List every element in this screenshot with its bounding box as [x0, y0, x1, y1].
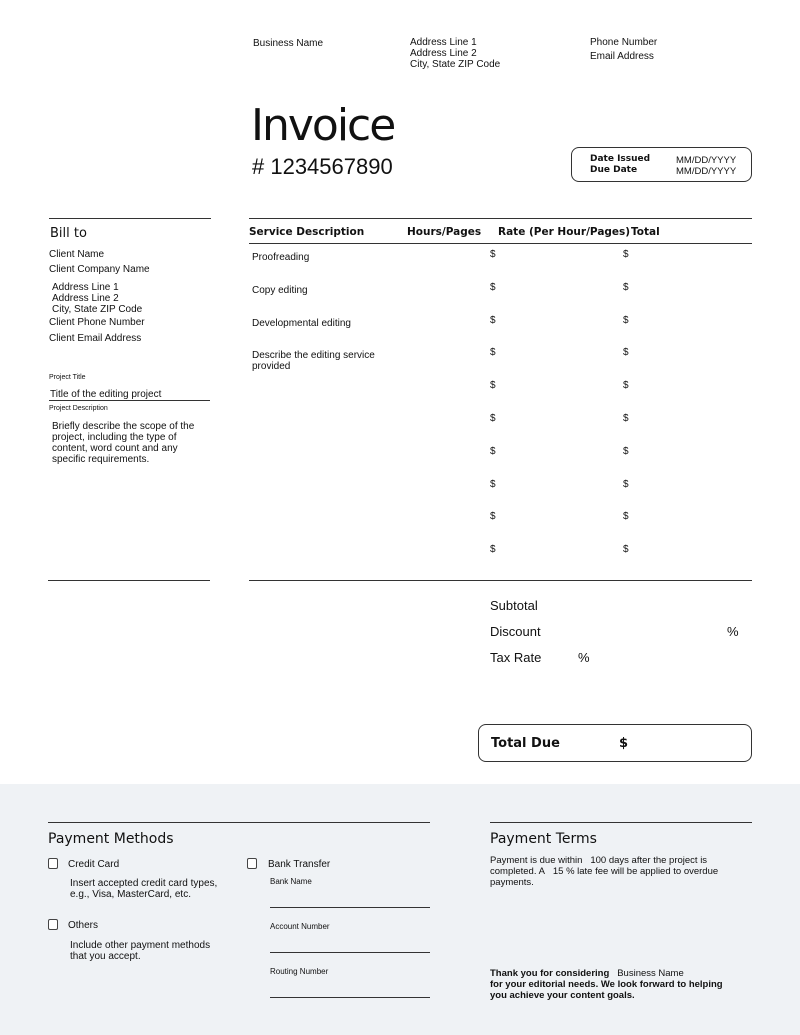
project-title-label: Project Title: [49, 374, 86, 381]
terms-fee[interactable]: 15: [552, 866, 564, 877]
address-line: Address Line 1: [52, 282, 119, 293]
total-value[interactable]: $: [623, 249, 629, 260]
total-value[interactable]: $: [623, 478, 629, 490]
bank-transfer-label: Bank Transfer: [268, 859, 331, 870]
discount-label: Discount: [490, 624, 541, 639]
total-value[interactable]: $: [623, 544, 629, 556]
bank-name-label: Bank Name: [270, 877, 312, 886]
date-issued-value[interactable]: MM/DD/YYYY: [676, 155, 737, 166]
tax-rate-label: Tax Rate: [490, 650, 542, 665]
client-phone[interactable]: Client Phone Number: [49, 317, 145, 328]
address-line: City, State ZIP Code: [410, 59, 501, 70]
dates-box: [571, 147, 752, 182]
credit-card-note[interactable]: Insert accepted credit card types, e.g., Visa, MasterCard, etc.: [70, 878, 218, 900]
total-value[interactable]: $: [623, 314, 629, 326]
column-header-total: Total: [631, 226, 660, 238]
rate-value[interactable]: $: [490, 445, 496, 457]
address-line: Address Line 2: [410, 48, 477, 59]
column-header-description: Service Description: [249, 226, 365, 238]
subtotal-label: Subtotal: [490, 598, 538, 613]
credit-card-label: Credit Card: [68, 859, 120, 870]
due-date-label: Due Date: [590, 165, 638, 175]
service-description[interactable]: Describe the editing service provided: [252, 350, 375, 373]
rate-value[interactable]: $: [490, 314, 496, 326]
client-address[interactable]: [52, 282, 142, 315]
thank-you-note: [490, 968, 735, 1001]
payment-terms-text: [490, 855, 730, 888]
rate-value[interactable]: $: [490, 249, 496, 260]
routing-number-label: Routing Number: [270, 967, 329, 976]
terms-text: Payment is due within: [490, 855, 583, 866]
client-name[interactable]: Client Name: [49, 249, 105, 260]
business-address: [410, 37, 500, 70]
total-value[interactable]: $: [623, 281, 629, 293]
rate-value[interactable]: $: [490, 413, 496, 424]
others-label: Others: [68, 920, 99, 931]
service-description[interactable]: Developmental editing: [252, 317, 351, 329]
total-due-label: Total Due: [491, 736, 560, 751]
total-value[interactable]: $: [623, 347, 629, 359]
total-value[interactable]: $: [623, 413, 629, 424]
column-header-rate: Rate (Per Hour/Pages): [498, 226, 631, 238]
page-title: Invoice: [251, 100, 395, 151]
rate-value[interactable]: $: [490, 281, 496, 293]
client-email[interactable]: Client Email Address: [49, 333, 142, 344]
terms-days[interactable]: 100: [590, 855, 607, 866]
terms-text: days after the project is completed. A: [490, 855, 708, 877]
total-value[interactable]: $: [623, 445, 629, 457]
rate-value[interactable]: $: [490, 478, 496, 490]
rate-value[interactable]: $: [490, 347, 496, 359]
rate-value[interactable]: $: [490, 380, 496, 392]
others-note[interactable]: Include other payment methods that you accept.: [70, 940, 211, 962]
tax-rate-percent[interactable]: %: [578, 650, 590, 665]
service-description[interactable]: Copy editing: [252, 284, 308, 296]
terms-text: % late fee will be applied to overdue payments.: [490, 866, 719, 888]
payment-methods-heading: Payment Methods: [48, 831, 174, 847]
date-issued-label: Date Issued: [590, 154, 651, 164]
bank-name-field[interactable]: [270, 907, 430, 908]
total-due-value: $: [619, 736, 629, 751]
address-line: Address Line 2: [52, 293, 119, 304]
bill-to-heading: Bill to: [50, 226, 87, 241]
discount-percent[interactable]: %: [727, 624, 739, 639]
client-company[interactable]: Client Company Name: [49, 264, 150, 275]
project-description-input[interactable]: Briefly describe the scope of the project, including the type of content, word count and any specific requirements.: [52, 421, 195, 465]
total-value[interactable]: $: [623, 380, 629, 392]
address-line: City, State ZIP Code: [52, 304, 143, 315]
credit-card-checkbox[interactable]: [48, 858, 58, 869]
column-header-hours: Hours/Pages: [407, 226, 482, 238]
payment-terms-heading: Payment Terms: [490, 831, 597, 847]
project-description-label: Project Description: [49, 405, 108, 412]
project-title-input[interactable]: Title of the editing project: [50, 389, 162, 400]
business-phone: Phone Number: [590, 37, 658, 48]
business-email: Email Address: [590, 51, 654, 62]
due-date-value[interactable]: MM/DD/YYYY: [676, 166, 737, 177]
thanks-text: for your editorial needs. We look forward to helping you achieve your content goals.: [490, 979, 723, 1001]
total-value[interactable]: $: [623, 511, 629, 523]
thanks-business-name[interactable]: Business Name: [617, 968, 684, 979]
total-due-box: [478, 724, 752, 762]
service-description[interactable]: Proofreading: [252, 252, 310, 263]
invoice-number: # 1234567890: [252, 154, 393, 179]
routing-number-field[interactable]: [270, 997, 430, 998]
rate-value[interactable]: $: [490, 544, 496, 556]
account-number-label: Account Number: [270, 922, 330, 931]
thanks-text: Thank you for considering: [490, 968, 610, 979]
bank-transfer-checkbox[interactable]: [247, 858, 257, 869]
rate-value[interactable]: $: [490, 511, 496, 523]
business-name: Business Name: [253, 38, 324, 49]
address-line: Address Line 1: [410, 37, 477, 48]
others-checkbox[interactable]: [48, 919, 58, 930]
account-number-field[interactable]: [270, 952, 430, 953]
